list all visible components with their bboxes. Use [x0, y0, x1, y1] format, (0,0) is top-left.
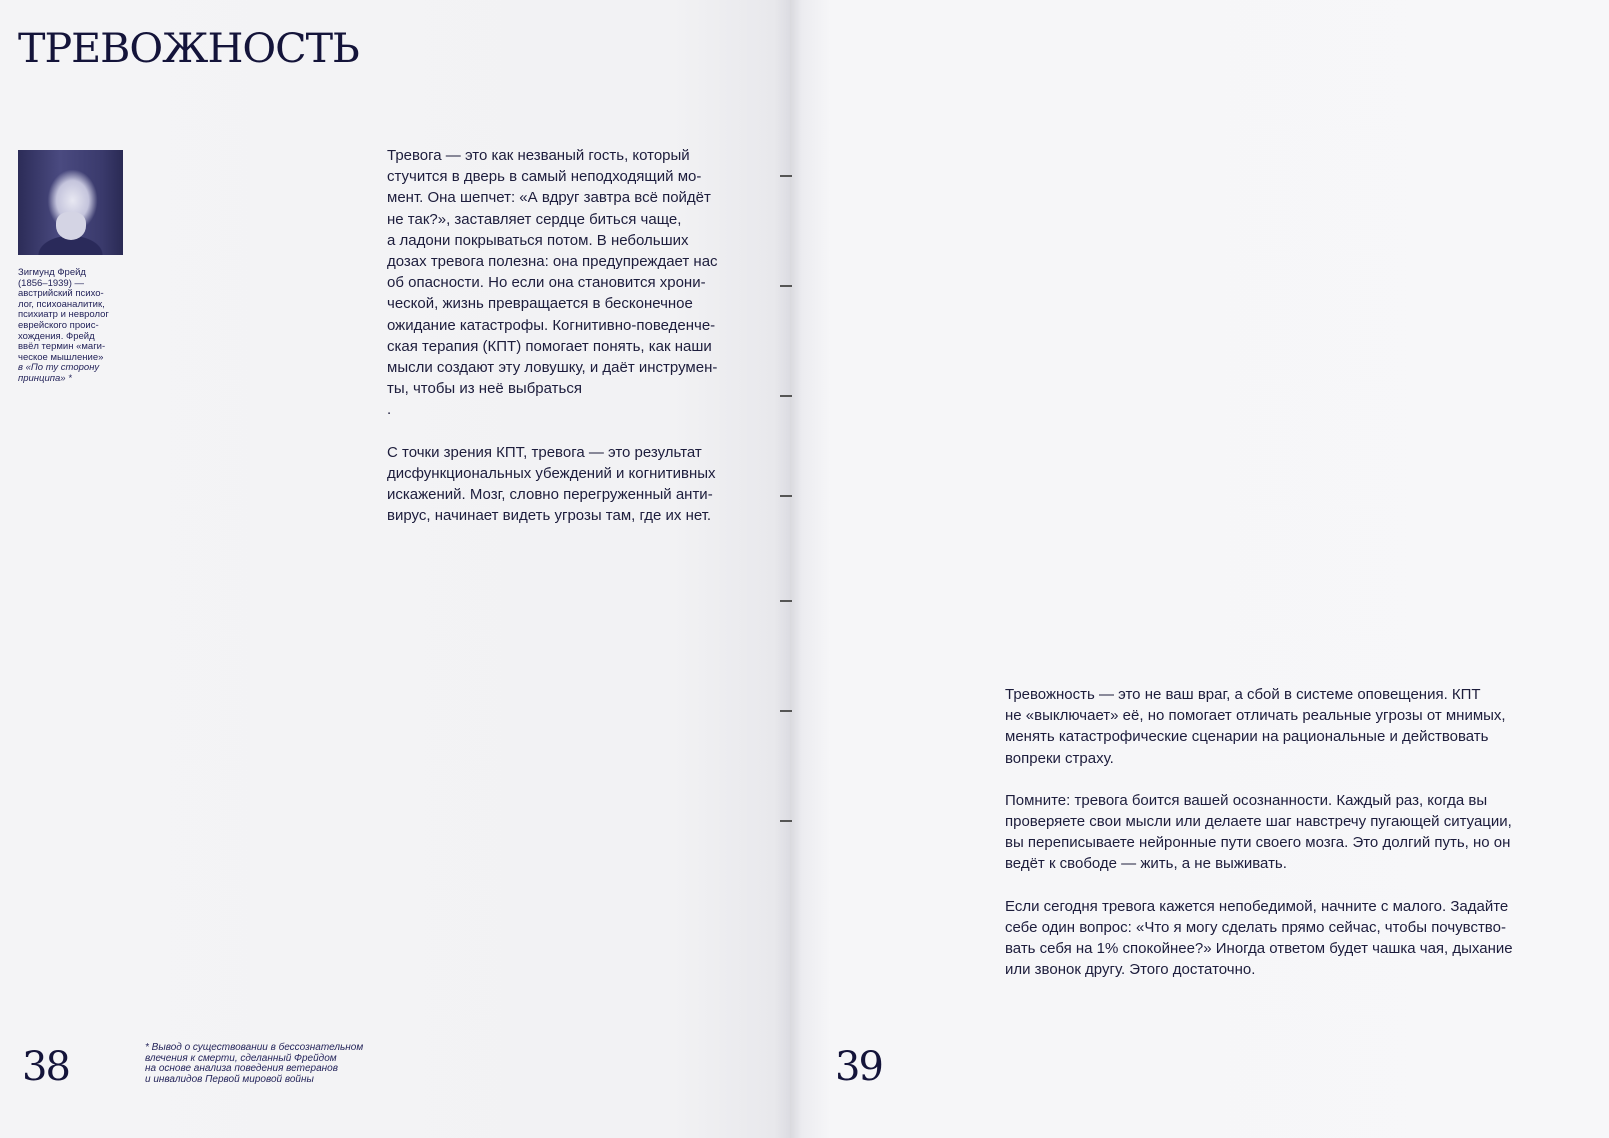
text-line: себе один вопрос: «Что я могу сделать прямо сейчас, чтобы почувство- — [1005, 918, 1506, 936]
text-line: а ладони покрываться потом. В небольших — [387, 231, 689, 249]
text-line: вы переписываете нейронные пути своего мозга. Это долгий путь, но он — [1005, 834, 1511, 852]
binding-stitch — [780, 600, 792, 602]
text-line: об опасности. Но если она становится хрони- — [387, 274, 706, 292]
paragraph — [1005, 684, 1513, 769]
page-number-right: 39 — [835, 1044, 882, 1090]
text-line: менять катастрофические сценарии на рациональные и действовать — [1005, 728, 1489, 746]
text-line: проверяете свои мысли или делаете шаг навстречу пугающей ситуации, — [1005, 813, 1512, 831]
text-line: Помните: тревога боится вашей осознанности. Каждый раз, когда вы — [1005, 791, 1488, 809]
caption-line: ческое мышление» — [18, 351, 104, 363]
text-line: вопреки страху. — [1005, 749, 1114, 767]
text-line: мент. Она шепчет: «А вдруг завтра всё пойдёт — [387, 189, 711, 207]
text-line: . — [387, 401, 392, 419]
caption-line: ввёл термин «маги- — [18, 341, 106, 353]
text-line: ты, чтобы из неё выбраться — [387, 380, 582, 398]
caption-line: Зигмунд Фрейд — [18, 267, 86, 278]
text-line: ожидание катастрофы. Когнитивно-поведенче- — [387, 316, 716, 334]
caption-line: в «По ту сторону — [18, 362, 100, 374]
text-line: вирус, начинает видеть угрозы там, где их нет. — [387, 507, 712, 525]
paragraph — [1005, 896, 1513, 981]
text-line: не так?», заставляет сердце биться чаще, — [387, 210, 682, 228]
caption-line: лог, психоаналитик, — [18, 298, 105, 310]
footnote-line: на основе анализа поведения ветеранов — [145, 1063, 338, 1075]
binding-stitch — [780, 395, 792, 397]
photo-caption — [18, 268, 128, 385]
text-line: Если сегодня тревога кажется непобедимой, начните с малого. Задайте — [1005, 897, 1509, 915]
binding-stitch — [780, 495, 792, 497]
caption-line: хождения. Фрейд — [18, 330, 95, 342]
caption-line: еврейского проис- — [18, 319, 99, 331]
text-line: Тревога — это как незваный гость, который — [387, 147, 690, 164]
paragraph — [387, 442, 718, 527]
text-line: ведёт к свободе — жить, а не выживать. — [1005, 855, 1287, 873]
footnote-line: и инвалидов Первой мировой войны — [145, 1073, 314, 1085]
caption-line: (1856–1939) — — [18, 277, 85, 289]
text-line: мысли создают эту ловушку, и даёт инструмен- — [387, 359, 718, 377]
left-page — [0, 0, 790, 1138]
portrait-detail — [56, 212, 86, 240]
text-line: дозах тревога полезна: она предупреждает нас — [387, 253, 718, 271]
footnote — [145, 1043, 363, 1085]
text-line: вать себя на 1% спокойнее?» Иногда ответом будет чашка чая, дыхание — [1005, 940, 1513, 958]
footnote-line: влечения к смерти, сделанный Фрейдом — [145, 1052, 337, 1064]
left-body-text — [387, 145, 718, 547]
caption-line: принципа» * — [18, 372, 72, 384]
text-line: стучится в дверь в самый неподходящий мо- — [387, 168, 702, 186]
text-line: не «выключает» её, но помогает отличать реальные угрозы от мнимых, — [1005, 707, 1506, 725]
binding-stitch — [780, 175, 792, 177]
paragraph — [1005, 790, 1513, 875]
text-line: С точки зрения КПТ, тревога — это результат — [387, 443, 702, 461]
caption-line: австрийский психо- — [18, 288, 104, 300]
text-line: дисфункциональных убеждений и когнитивных — [387, 464, 716, 482]
binding-stitch — [780, 285, 792, 287]
text-line: искажений. Мозг, словно перегруженный анти- — [387, 486, 713, 504]
portrait-photo — [18, 150, 123, 255]
paragraph — [387, 145, 718, 421]
binding-stitch — [780, 820, 792, 822]
right-body-text — [1005, 684, 1513, 1001]
footnote-line: * Вывод о существовании в бессознательном — [145, 1042, 364, 1053]
page-number-left: 38 — [22, 1044, 69, 1090]
text-line: ческой, жизнь превращается в бесконечное — [387, 295, 693, 313]
text-line: или звонок другу. Этого достаточно. — [1005, 961, 1256, 979]
text-line: Тревожность — это не ваш враг, а сбой в системе оповещения. КПТ — [1005, 686, 1481, 703]
caption-line: психиатр и невролог — [18, 309, 109, 321]
binding-stitch — [780, 710, 792, 712]
text-line: ская терапия (КПТ) помогает понять, как наши — [387, 337, 712, 355]
page-title: ТРЕВОЖНОСТЬ — [18, 26, 359, 72]
